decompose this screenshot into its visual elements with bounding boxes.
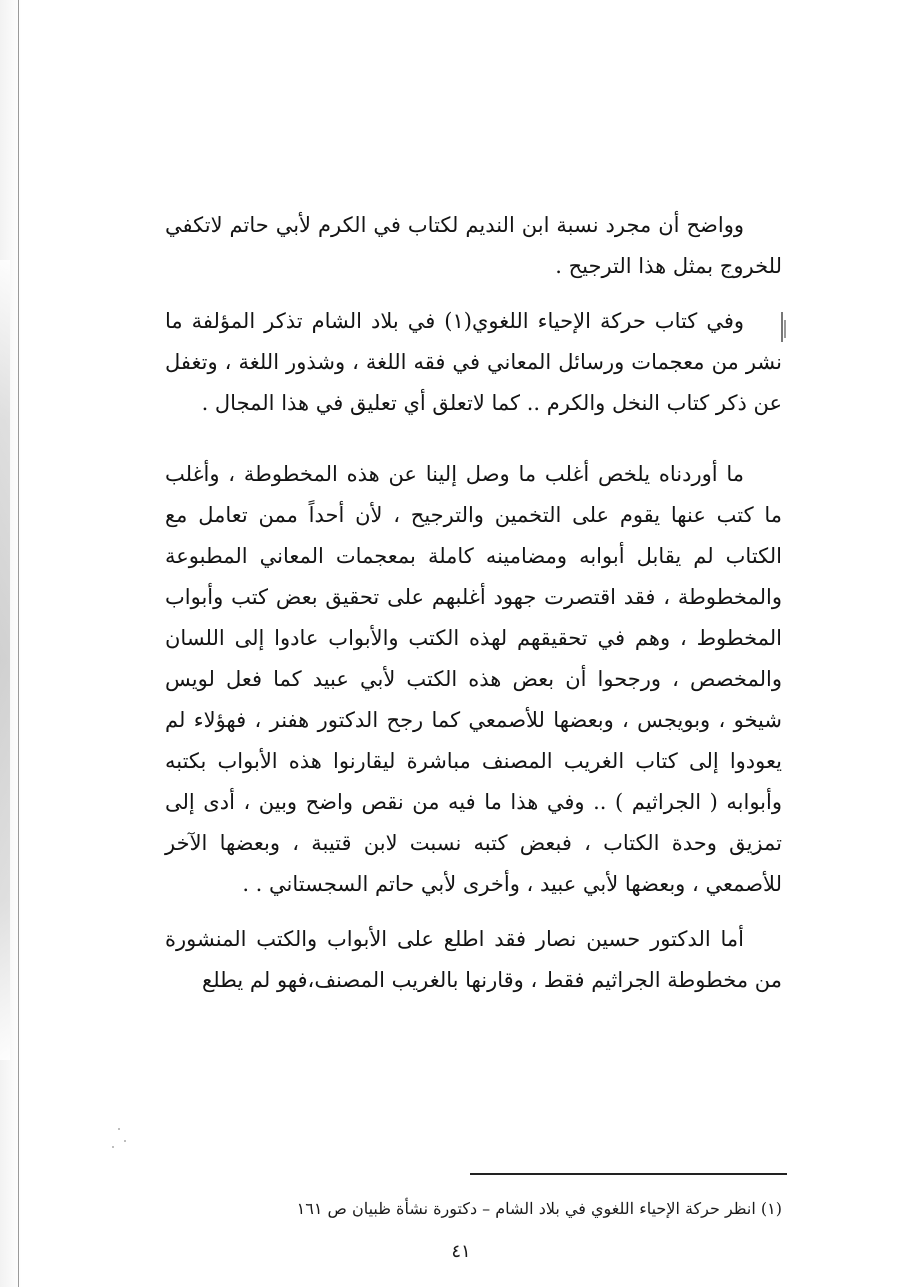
paragraph: أما الدكتور حسين نصار فقد اطلع على الأبواب والكتب المنشورة من مخطوطة الجراثيم فقط ، وقارنها بالغريب المصنف،فهو لم يطلع bbox=[165, 927, 782, 992]
margin-stroke bbox=[784, 320, 786, 338]
binding-shadow bbox=[0, 260, 10, 1060]
paragraph: وواضح أن مجرد نسبة ابن النديم لكتاب في الكرم لأبي حاتم لاتكفي للخروج بمثل هذا الترجيح . bbox=[165, 213, 782, 278]
footnote: (١) انظر حركة الإحياء اللغوي في بلاد الشام – دكتورة نشأة ظبيان ص ١٦١ bbox=[296, 1199, 782, 1218]
footnote-separator bbox=[470, 1173, 787, 1175]
paragraph: ما أوردناه يلخص أغلب ما وصل إلينا عن هذه المخطوطة ، وأغلب ما كتب عنها يقوم على التخمين والترجيح ، لأن أحداً ممن تعامل مع الكتاب لم يقابل أبوابه ومضامينه كاملة بمعجمات المعاني المطبوعة والمخطوطة ، فقد اقتصرت جهود أغلبهم على تحقيق بعض كتب وأبواب المخطوط ، وهم في تحقيقهم لهذه الكتب والأبواب عادوا إلى اللسان والمخصص ، ورجحوا أن بعض هذه الكتب لأبي عبيد كما فعل لويس شيخو ، وبويجس ، وبعضها للأصمعي كما رجح الدكتور هفنر ، فهؤلاء لم يعودوا إلى كتاب الغريب المصنف مباشرة ليقارنوا هذه الأبواب بكتبه وأبوابه ( الجراثيم ) .. وفي هذا ما فيه من نقص واضح وبين ، أدى إلى تمزيق وحدة الكتاب ، فبعض كتبه نسبت لابن قتيبة ، وبعضها الآخر للأصمعي ، وبعضها لأبي عبيد ، وأخرى لأبي حاتم السجستاني . . bbox=[165, 462, 782, 896]
paragraph: وفي كتاب حركة الإحياء اللغوي(١) في بلاد الشام تذكر المؤلفة ما نشر من معجمات ورسائل المعاني في فقه اللغة ، وشذور اللغة ، وتغفل عن ذكر كتاب النخل والكرم .. كما لاتعلق أي تعليق في هذا المجال . bbox=[165, 309, 782, 415]
paper-speckle bbox=[124, 1140, 126, 1142]
paper-speckle bbox=[118, 1128, 120, 1130]
paper-speckle bbox=[112, 1146, 114, 1148]
page-number: ٤١ bbox=[451, 1241, 471, 1262]
binding-edge-line bbox=[18, 0, 19, 1287]
main-text-block bbox=[165, 205, 782, 1001]
